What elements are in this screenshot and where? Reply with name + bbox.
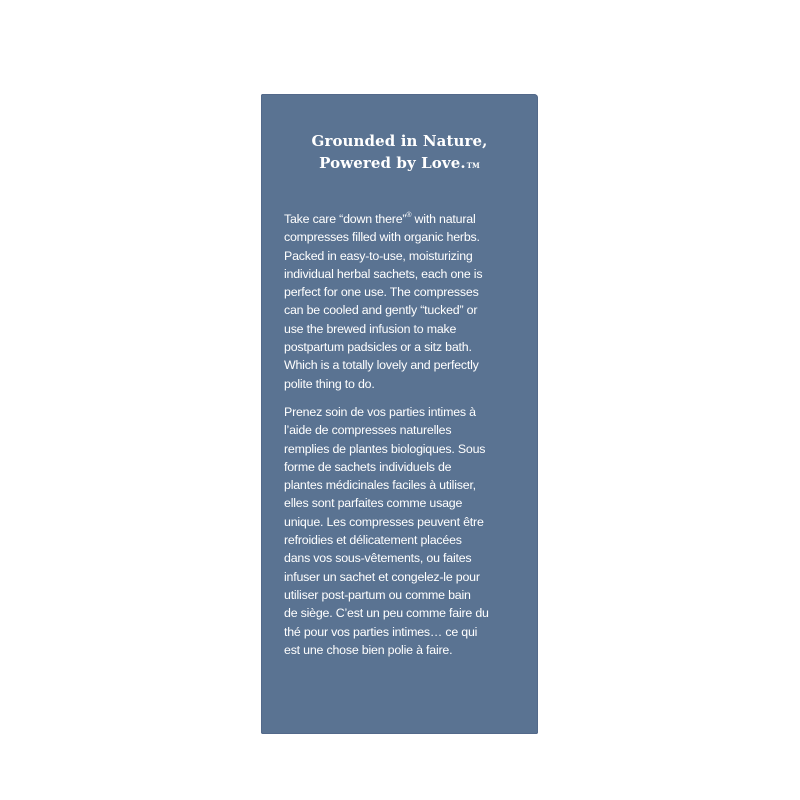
- french-line: de siège. C’est un peu comme faire du: [284, 606, 489, 621]
- english-line: compresses filled with organic herbs.: [284, 230, 480, 245]
- english-line-1-end: with natural: [411, 212, 476, 226]
- french-line: elles sont parfaites comme usage: [284, 496, 463, 511]
- package-side-panel: [261, 94, 538, 734]
- paragraph-gap: [284, 393, 522, 403]
- english-line: Which is a totally lovely and perfectly: [284, 358, 479, 373]
- english-line: use the brewed infusion to make: [284, 321, 457, 336]
- registered-mark: ®: [406, 211, 412, 219]
- french-line: dans vos sous-vêtements, ou faites: [284, 551, 472, 566]
- french-line: unique. Les compresses peuvent être: [284, 514, 484, 529]
- trademark-mark: TM: [466, 161, 480, 170]
- english-line: perfect for one use. The compresses: [284, 285, 479, 300]
- french-line: utiliser post-partum ou comme bain: [284, 587, 471, 602]
- english-line: [284, 210, 522, 228]
- english-line: individual herbal sachets, each one is: [284, 266, 483, 281]
- product-description: [284, 210, 522, 659]
- french-line: forme de sachets individuels de: [284, 459, 452, 474]
- french-line: refroidies et délicatement placées: [284, 533, 462, 548]
- english-line: Packed in easy-to-use, moisturizing: [284, 248, 473, 263]
- tagline-heading: [261, 130, 538, 174]
- french-line: est une chose bien polie à faire.: [284, 642, 453, 657]
- english-line: postpartum padsicles or a sitz bath.: [284, 340, 472, 355]
- english-line: polite thing to do.: [284, 376, 375, 391]
- french-description: [284, 403, 522, 659]
- english-line-1-start: Take care “down there”: [284, 212, 407, 226]
- french-line: infuser un sachet et congelez-le pour: [284, 569, 480, 584]
- french-line: remplies de plantes biologiques. Sous: [284, 441, 486, 456]
- french-line: plantes médicinales faciles à utiliser,: [284, 478, 476, 493]
- french-line: Prenez soin de vos parties intimes à: [284, 404, 476, 419]
- french-line: thé pour vos parties intimes… ce qui: [284, 624, 478, 639]
- tagline-line-1: Grounded in Nature,: [311, 132, 488, 150]
- french-line: l’aide de compresses naturelles: [284, 423, 452, 438]
- tagline-line-2: [261, 152, 538, 174]
- english-line: can be cooled and gently “tucked” or: [284, 303, 478, 318]
- tagline-line-2-text: Powered by Love.: [319, 154, 466, 172]
- english-description: [284, 210, 522, 393]
